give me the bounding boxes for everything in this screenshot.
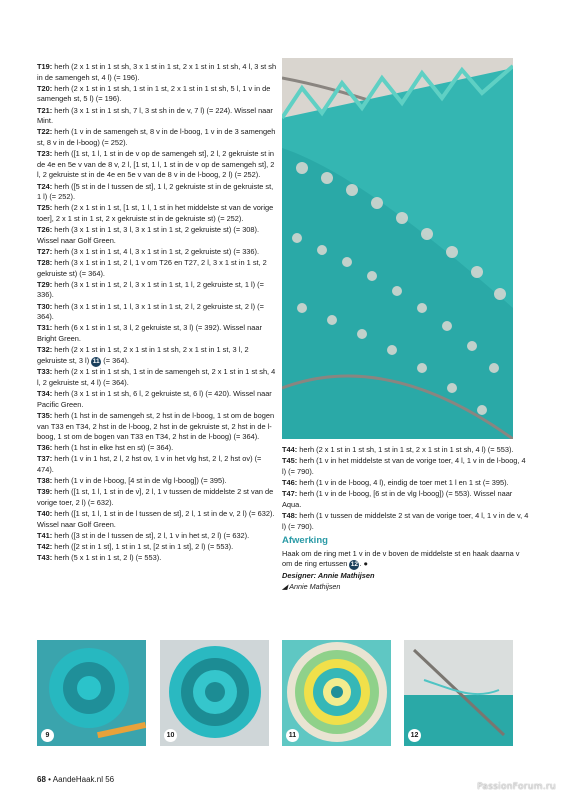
row-text: herh (3 x 1 st in 1 st, 3 l, 3 x 1 st in 1 st, 2 gekruiste st) (= 308). Wissel naar Golf Green. xyxy=(37,225,260,245)
step-photo-10 xyxy=(160,640,269,746)
instruction-row xyxy=(37,345,277,367)
row-text: herh (3 x 1 st in 1 st, 1 l, 3 x 1 st in 1 st, 2 l, 2 gekruiste st, 2 l) (= 364). xyxy=(37,301,264,322)
row-text: herh (1 v in de l-boog, [4 st in de vlg l-boog]) (= 395). xyxy=(54,476,227,486)
step-photo-11 xyxy=(282,640,391,746)
photo-9-illustration xyxy=(37,640,146,746)
afwerking-title: Afwerking xyxy=(282,535,328,547)
row-label: T31: xyxy=(37,323,53,333)
row-label: T20: xyxy=(37,83,53,93)
row-tail: (= 364). xyxy=(103,355,129,365)
camera-icon: ◢ xyxy=(282,582,288,592)
instruction-row xyxy=(37,389,277,410)
magazine-name: AandeHaak.nl 56 xyxy=(52,775,115,784)
instruction-row xyxy=(37,509,277,530)
row-text: herh (1 v tussen de middelste 2 st van de vorige toer, 4 l, 1 v in de v, 4 l) (= 790). xyxy=(282,510,529,531)
row-label: T36: xyxy=(37,443,53,453)
row-text: herh (2 x 1 st in 1 st sh, 1 st in 1 st, 2 x 1 st in 1 st sh, 5 l, 1 v in de samengeh st, 5 l) (= 196). xyxy=(37,83,271,104)
row-text: herh (1 v in 1 hst, 2 l, 2 hst ov, 1 v in het vlg hst, 2 l, 2 hst ov) (= 474). xyxy=(37,454,262,475)
instruction-row xyxy=(37,487,277,508)
row-label: T26: xyxy=(37,225,53,235)
instruction-row xyxy=(282,489,530,510)
row-label: T48: xyxy=(282,510,298,520)
instruction-row xyxy=(37,367,277,388)
instruction-row xyxy=(37,182,277,203)
row-text: herh (3 x 1 st in 1 st sh, 6 l, 2 gekruiste st, 6 l) (= 420). Wissel naar Pacific Green. xyxy=(37,389,272,409)
step-photo-9 xyxy=(37,640,146,746)
watermark: PassionForum.ru xyxy=(477,782,556,792)
row-label: T28: xyxy=(37,258,53,268)
row-text: herh (2 x 1 st in 1 st, 2 x 1 st in 1 st sh, 2 x 1 st in 1 st, 3 l, 2 gekruiste st, 3 l) xyxy=(37,345,249,365)
instructions-left-column xyxy=(37,62,277,565)
row-text: herh (3 x 1 st in 1 st, 2 l, 1 v om T26 en T27, 2 l, 3 x 1 st in 1 st, 2 gekruiste st) (= 364). xyxy=(37,258,267,278)
instruction-row xyxy=(37,280,277,301)
row-label: T32: xyxy=(37,345,53,355)
crochet-detail-photo xyxy=(282,58,513,439)
instruction-row xyxy=(37,127,277,148)
row-text: herh (1 v in de l-boog, [6 st in de vlg l-boog]) (= 553). Wissel naar Aqua. xyxy=(282,489,513,509)
instruction-row xyxy=(37,203,277,224)
row-label: T35: xyxy=(37,410,53,420)
photo-number-12: 12 xyxy=(408,729,421,742)
row-text: herh ([1 st, 1 l, 1 st in de v], 2 l, 1 v tussen de middelste 2 st van de vorige toer, 2 l) (= 632). xyxy=(37,487,274,508)
row-label: T45: xyxy=(282,456,298,466)
row-text: herh (1 v in de samengeh st, 8 v in de l-boog, 1 v in de 3 samengeh st, 8 v in de l-boog) (= 252). xyxy=(37,127,276,147)
instruction-row xyxy=(37,247,277,258)
instruction-row xyxy=(37,84,277,105)
row-label: T40: xyxy=(37,509,53,519)
instruction-row xyxy=(37,62,277,83)
row-label: T23: xyxy=(37,149,53,159)
row-text: herh (6 x 1 st in 1 st, 3 l, 2 gekruiste st, 3 l) (= 392). Wissel naar Bright Green. xyxy=(37,323,262,343)
crochet-lace-illustration xyxy=(282,58,513,439)
row-label: T22: xyxy=(37,127,53,137)
row-label: T24: xyxy=(37,181,53,191)
afwerking-body: Haak om de ring met 1 v in de v boven de middelste st en haak daarna v om de ring ertussen xyxy=(282,548,520,569)
row-label: T37: xyxy=(37,454,53,464)
step-badge: 12 xyxy=(350,561,358,569)
photo-number-9: 9 xyxy=(41,729,54,742)
instruction-row xyxy=(282,456,530,477)
page-number: 68 xyxy=(37,775,46,784)
photo-12-illustration xyxy=(404,640,513,746)
row-label: T42: xyxy=(37,542,53,552)
row-text: herh (1 hst in elke hst en st) (= 364). xyxy=(54,443,174,453)
instruction-row xyxy=(37,149,277,181)
end-bullet: ● xyxy=(363,559,368,569)
footer-bullet: • xyxy=(48,775,51,784)
row-text: herh (2 x 1 st in 1 st sh, 1 st in 1 st, 2 x 1 st in 1 st sh, 4 l) (= 553). xyxy=(299,445,514,454)
row-text: herh (2 x 1 st in 1 st, [1 st, 1 l, 1 st in het middelste st van de vorige toer], 2 x 1 st in 1 st, 2 x gekruiste st in de gekruiste st) (= 252). xyxy=(37,203,274,223)
photo-number-10: 10 xyxy=(164,729,177,742)
row-text: herh (3 x 1 st in 1 st, 2 l, 3 x 1 st in 1 st, 1 l, 2 gekruiste st, 1 l) (= 336). xyxy=(37,279,264,300)
row-label: T33: xyxy=(37,367,53,377)
row-label: T34: xyxy=(37,389,53,399)
instruction-row xyxy=(37,531,277,542)
instruction-row xyxy=(37,443,277,454)
instructions-right-column xyxy=(282,445,530,593)
step-badge: 11 xyxy=(92,357,100,365)
row-label: T19: xyxy=(37,62,53,71)
instruction-row xyxy=(282,478,530,489)
instruction-row xyxy=(37,225,277,246)
row-text: herh (1 hst in de samengeh st, 2 hst in de l-boog, 1 st om de bogen van T33 en T34, 2 hst in de l-boog, 2 hst in de gekruiste st, 2 hst in de l-boog, 1 st om de bogen van T33 en T34, 2 hst in de l-boog) (= 364). xyxy=(37,410,275,442)
row-text: herh (1 v in het middelste st van de vorige toer, 4 l, 1 v in de l-boog, 4 l) (= 790). xyxy=(282,456,526,476)
row-text: herh ([1 st, 1 l, 1 st in de v op de samengeh st], 2 l, 2 gekruiste st in de 4e en 5e v van de 8 v, 2 l, [1 st, 1 l, 1 st in de v op de samengeh st], 2 l, 2 gekruiste st in de 4e en 5e v van de 8 v in de l-boog, 2 l) (= 252). xyxy=(37,149,275,180)
row-text: herh (2 x 1 st in 1 st sh, 3 x 1 st in 1 st, 2 x 1 st in 1 st sh, 4 l, 3 st sh in de samengeh st, 4 l) (= 196). xyxy=(37,62,277,82)
row-label: T30: xyxy=(37,301,53,311)
row-text: herh (3 x 1 st in 1 st sh, 7 l, 3 st sh in de v, 7 l) (= 224). Wissel naar Mint. xyxy=(37,105,273,126)
instruction-row xyxy=(37,454,277,475)
row-label: T47: xyxy=(282,489,298,499)
row-label: T44: xyxy=(282,445,298,454)
row-text: herh ([1 st, 1 l, 1 st in de l tussen de st], 2 l, 1 st in de v, 2 l) (= 632). Wissel naar Golf Green. xyxy=(37,509,275,529)
row-text: herh (3 x 1 st in 1 st, 4 l, 3 x 1 st in 1 st, 2 gekruiste st) (= 336). xyxy=(54,246,260,256)
row-text: herh (2 x 1 st in 1 st sh, 1 st in de samengeh st, 2 x 1 st in 1 st sh, 4 l, 2 gekruiste st, 4 l) (= 364). xyxy=(37,367,276,387)
row-label: T41: xyxy=(37,531,53,540)
row-label: T21: xyxy=(37,105,53,115)
instruction-row xyxy=(37,542,277,553)
row-label: T38: xyxy=(37,476,53,486)
instruction-row xyxy=(37,106,277,127)
instruction-row xyxy=(282,511,530,532)
row-label: T46: xyxy=(282,477,298,487)
step-photo-12 xyxy=(404,640,513,746)
instruction-row xyxy=(37,553,277,564)
row-text: herh (1 v in de l-boog, 4 l), eindig de toer met 1 l en 1 st (= 395). xyxy=(299,477,509,487)
photo-11-illustration xyxy=(282,640,391,746)
instruction-row xyxy=(37,302,277,323)
credit-name: Annie Mathijsen xyxy=(289,582,341,592)
row-text: herh ([5 st in de l tussen de st], 1 l, 2 gekruiste st in de gekruiste st, 1 l) (= 252). xyxy=(37,181,274,202)
row-label: T29: xyxy=(37,279,53,289)
row-label: T39: xyxy=(37,487,53,497)
row-label: T43: xyxy=(37,553,53,563)
page-footer xyxy=(37,775,114,784)
afwerking-text: Haak om de ring met 1 v in de v boven de middelste st en haak daarna v om de ring ertussen 12. ● xyxy=(282,548,520,569)
instruction-row xyxy=(37,411,277,443)
photo-credit xyxy=(282,582,530,593)
instruction-row xyxy=(282,445,530,456)
row-text: herh (5 x 1 st in 1 st, 2 l) (= 553). xyxy=(54,553,162,563)
designer-line: Designer: Annie Mathijsen xyxy=(282,570,375,580)
row-label: T25: xyxy=(37,203,53,213)
row-text: herh ([3 st in de l tussen de st], 2 l, 1 v in het st, 2 l) (= 632). xyxy=(54,531,250,540)
instruction-row xyxy=(37,323,277,344)
photo-number-11: 11 xyxy=(286,729,299,742)
row-text: herh ([2 st in 1 st], 1 st in 1 st, [2 st in 1 st], 2 l) (= 553). xyxy=(54,542,234,552)
instruction-row xyxy=(37,258,277,279)
row-label: T27: xyxy=(37,246,53,256)
photo-10-illustration xyxy=(160,640,269,746)
instruction-row xyxy=(37,476,277,487)
